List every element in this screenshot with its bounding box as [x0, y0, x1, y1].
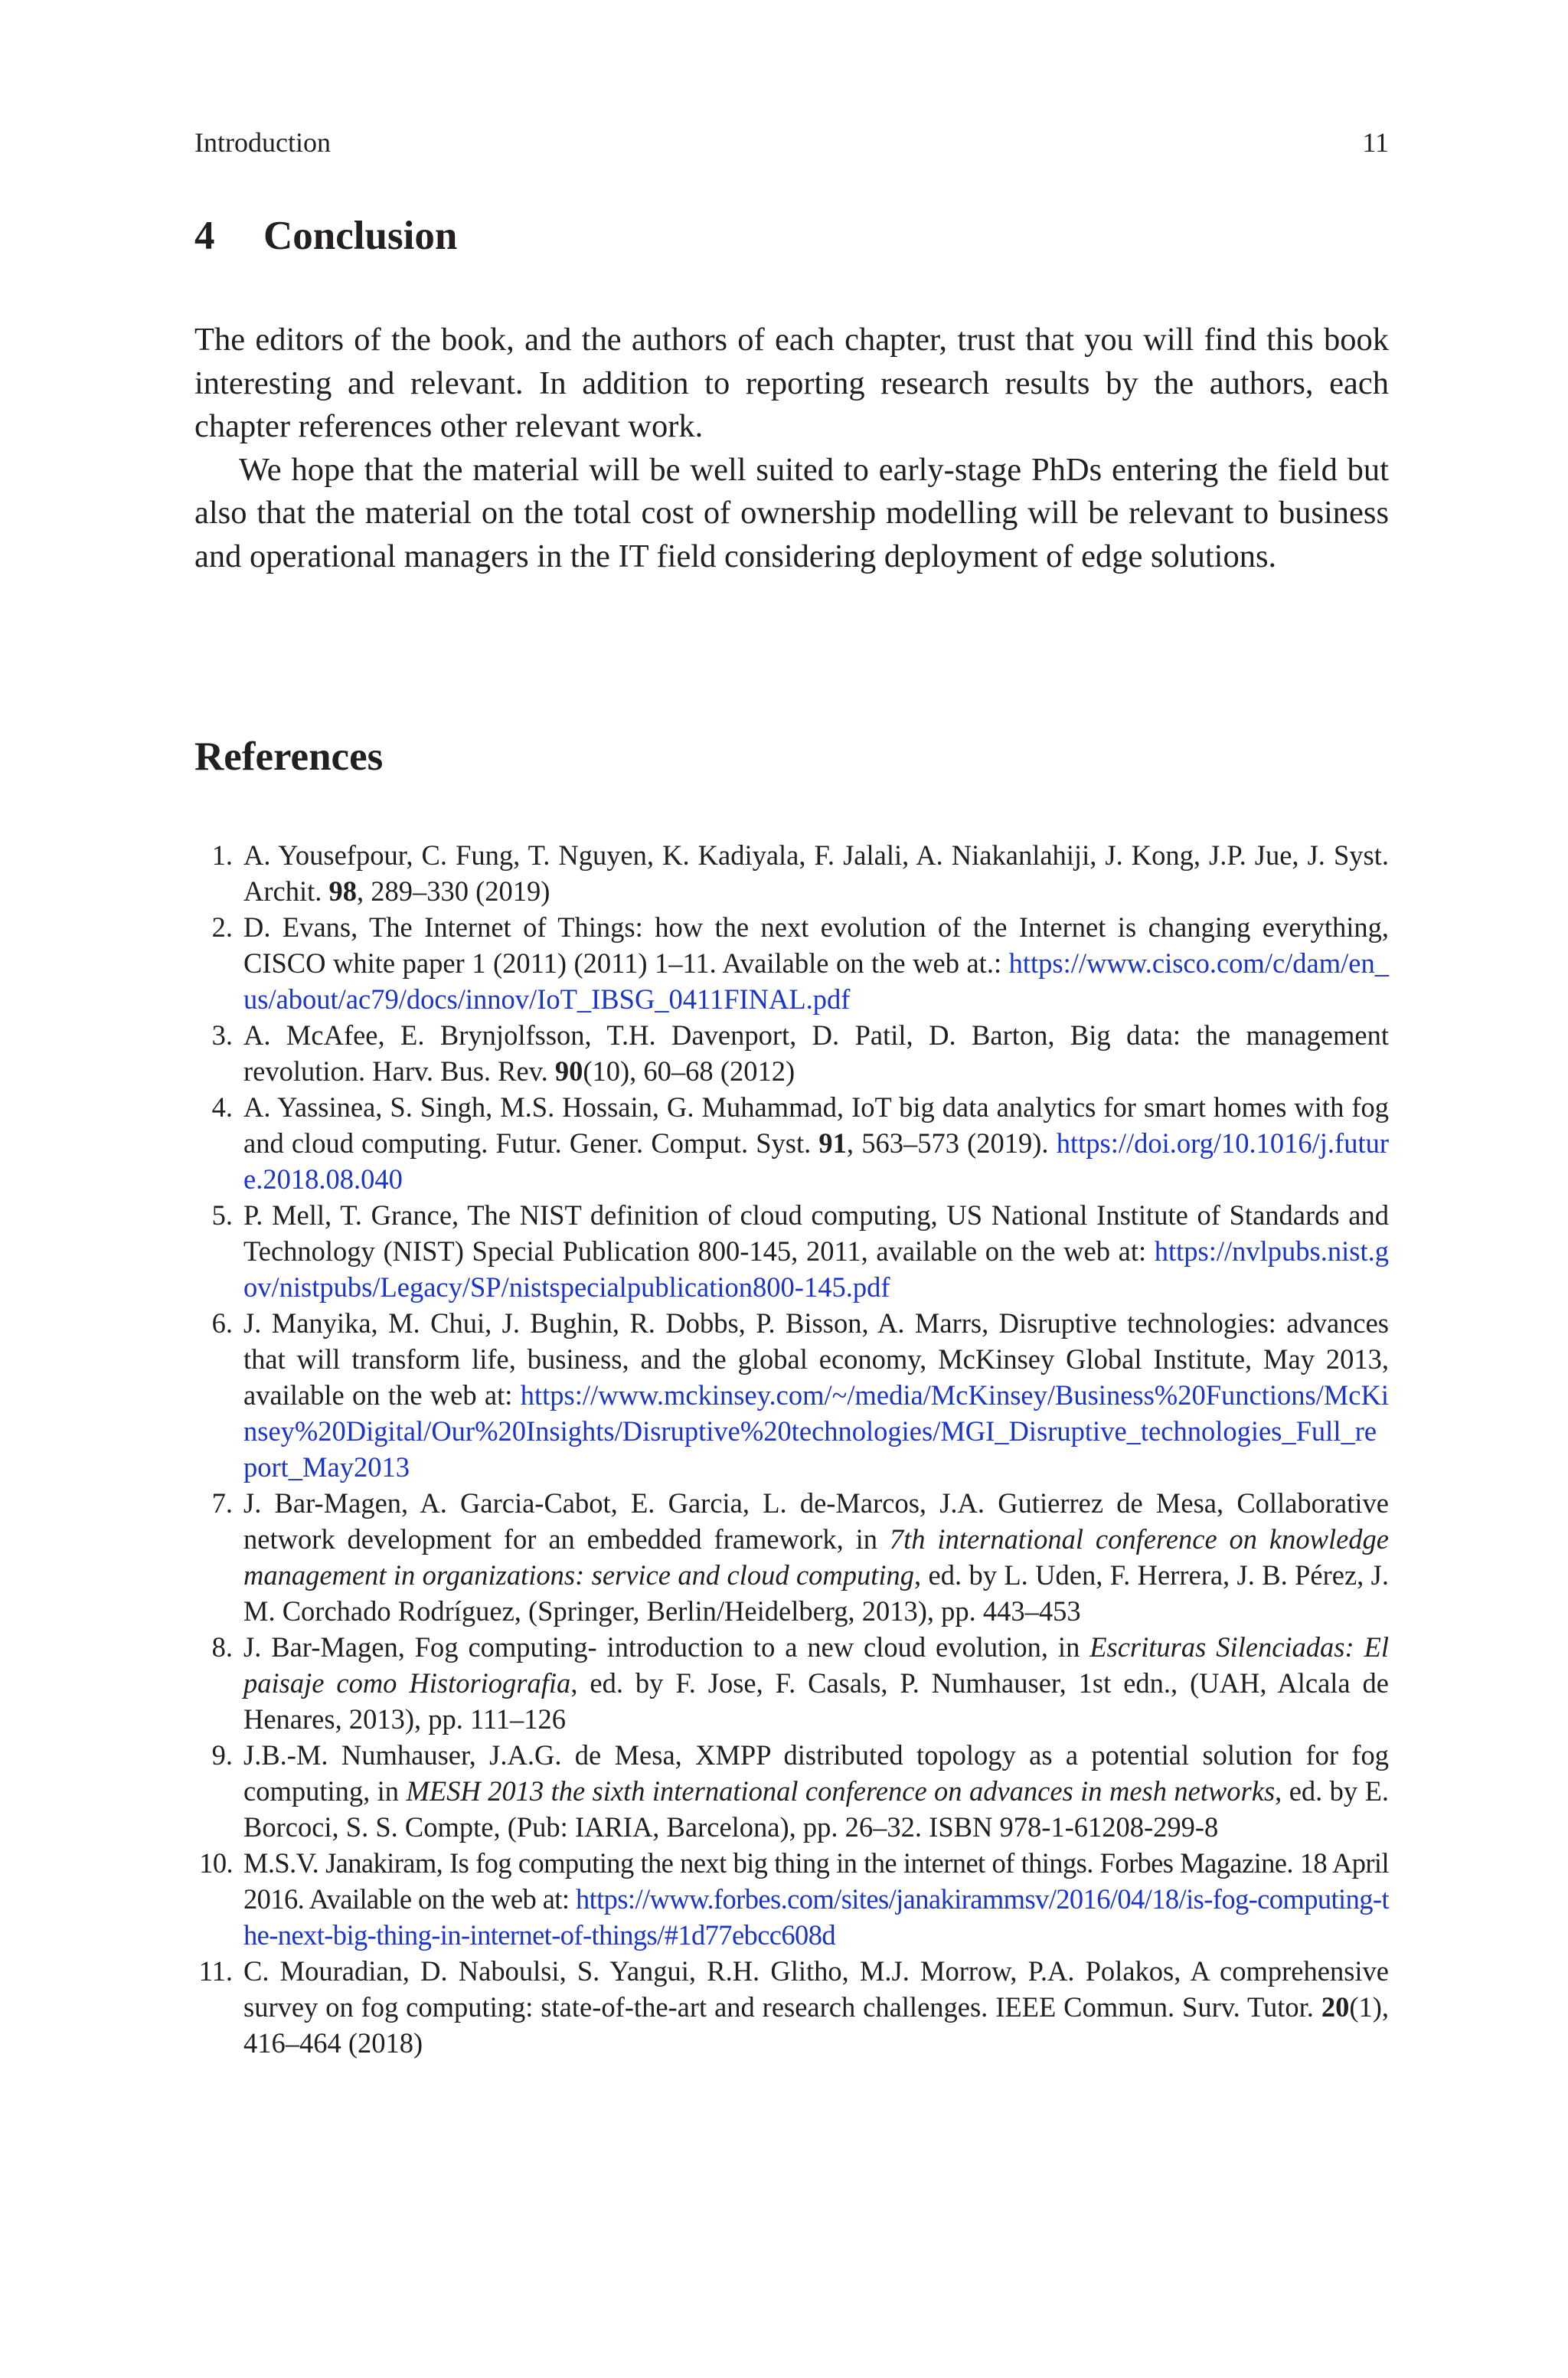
- section-title: Conclusion: [263, 214, 458, 258]
- section-number: 4: [194, 214, 215, 258]
- page-number: 11: [1362, 127, 1389, 158]
- reference-item: [194, 1197, 1389, 1305]
- reference-number: 10.: [199, 1847, 233, 1879]
- reference-text: [243, 1629, 1389, 1737]
- reference-item: [194, 1485, 1389, 1629]
- reference-volume: 90: [554, 1055, 583, 1087]
- reference-segment: J. Manyika, M. Chui, J. Bughin, R. Dobbs, P. Bisson, A. Marrs, Disruptive technologies: advances that will transform life, business, and the global economy, McKinsey Global Institute, May 2013, available on the web at:: [243, 1307, 1389, 1411]
- reference-number: 4.: [211, 1091, 233, 1123]
- reference-volume: 98: [328, 875, 357, 907]
- reference-list: [194, 837, 1389, 2061]
- reference-link[interactable]: https://www.forbes.com/sites/janakirammsv/2016/04/18/is-fog-computing-the-next-big-thing-in-internet-of-things/#1d77ebcc608d: [243, 1883, 1389, 1951]
- reference-segment: , 289–330 (2019): [357, 875, 550, 907]
- references-heading: References: [194, 734, 384, 779]
- body-text: [194, 319, 1389, 578]
- reference-item: [194, 1953, 1389, 2061]
- reference-segment: , ed. by L. Uden, F. Herrera, J. B. Pérez, J. M. Corchado Rodríguez, (Springer, Berlin/Heidelberg, 2013), pp. 443–453: [243, 1559, 1389, 1627]
- reference-venue: Escrituras Silenciadas: El paisaje como Historiografia: [243, 1631, 1390, 1699]
- reference-text: [243, 837, 1389, 909]
- reference-volume: 91: [818, 1127, 847, 1159]
- reference-segment: P. Mell, T. Grance, The NIST definition of cloud computing, US National Institute of Standards and Technology (NIST) Special Publication 800-145, 2011, available on the web at:: [243, 1199, 1389, 1267]
- reference-venue: 7th international conference on knowledge management in organizations: service and cloud computing: [243, 1523, 1389, 1591]
- reference-text: [243, 909, 1389, 1017]
- reference-text: [243, 1953, 1389, 2061]
- reference-item: [194, 1737, 1389, 1845]
- reference-number: 7.: [211, 1487, 233, 1519]
- reference-item: [194, 837, 1389, 909]
- reference-link[interactable]: https://doi.org/10.1016/j.future.2018.08.040: [243, 1127, 1390, 1195]
- reference-number: 8.: [211, 1631, 233, 1663]
- reference-segment: D. Evans, The Internet of Things: how the next evolution of the Internet is changing everything, CISCO white paper 1 (2011) (2011) 1–11. Available on the web at.:: [243, 911, 1389, 979]
- reference-segment: M.S.V. Janakiram, Is fog computing the next big thing in the internet of things. Forbes Magazine. 18 April 2016. Available on the web at:: [243, 1847, 1389, 1915]
- reference-number: 11.: [198, 1955, 233, 1987]
- paragraph: We hope that the material will be well suited to early-stage PhDs entering the field but also that the material on the total cost of ownership modelling will be relevant to business and operational managers in the IT field considering deployment of edge solutions.: [194, 451, 1389, 574]
- reference-segment: J. Bar-Magen, Fog computing- introduction to a new cloud evolution, in: [243, 1631, 1090, 1663]
- reference-text: [243, 1017, 1389, 1089]
- reference-text: [243, 1737, 1389, 1845]
- reference-number: 6.: [211, 1307, 233, 1339]
- reference-item: [194, 1089, 1389, 1197]
- reference-item: [194, 1017, 1389, 1089]
- section-heading: [194, 211, 457, 260]
- reference-text: [243, 1485, 1389, 1629]
- reference-link[interactable]: https://nvlpubs.nist.gov/nistpubs/Legacy/SP/nistspecialpublication800-145.pdf: [243, 1235, 1389, 1303]
- reference-link[interactable]: https://www.cisco.com/c/dam/en_us/about/ac79/docs/innov/IoT_IBSG_0411FINAL.pdf: [243, 947, 1389, 1015]
- reference-segment: J. Bar-Magen, A. Garcia-Cabot, E. Garcia, L. de-Marcos, J.A. Gutierrez de Mesa, Collaborative network development for an embedded framework, in: [243, 1487, 1389, 1555]
- reference-segment: (10), 60–68 (2012): [583, 1055, 795, 1087]
- reference-number: 1.: [211, 839, 233, 871]
- reference-text: [243, 1089, 1389, 1197]
- reference-item: [194, 1629, 1389, 1737]
- reference-volume: 20: [1321, 1991, 1350, 2023]
- reference-text: [243, 1305, 1389, 1485]
- reference-segment: A. Yousefpour, C. Fung, T. Nguyen, K. Kadiyala, F. Jalali, A. Niakanlahiji, J. Kong, J.P. Jue, J. Syst. Archit.: [243, 839, 1389, 907]
- reference-text: [243, 1845, 1389, 1953]
- reference-segment: A. McAfee, E. Brynjolfsson, T.H. Davenport, D. Patil, D. Barton, Big data: the management revolution. Harv. Bus. Rev.: [243, 1019, 1389, 1087]
- reference-segment: A. Yassinea, S. Singh, M.S. Hossain, G. Muhammad, IoT big data analytics for smart homes with fog and cloud computing. Futur. Gener. Comput. Syst.: [243, 1091, 1389, 1159]
- running-title: Introduction: [194, 127, 331, 158]
- reference-item: [194, 1845, 1389, 1953]
- reference-segment: , ed. by E. Borcoci, S. S. Compte, (Pub: IARIA, Barcelona), pp. 26–32. ISBN 978-1-61208-299-8: [243, 1775, 1389, 1843]
- reference-number: 5.: [211, 1199, 233, 1231]
- reference-segment: , ed. by F. Jose, F. Casals, P. Numhauser, 1st edn., (UAH, Alcala de Henares, 2013), pp. 111–126: [243, 1667, 1389, 1735]
- reference-item: [194, 1305, 1389, 1485]
- reference-segment: (1), 416–464 (2018): [243, 1991, 1389, 2059]
- reference-venue: MESH 2013 the sixth international conference on advances in mesh networks: [406, 1775, 1276, 1807]
- reference-text: [243, 1197, 1389, 1305]
- reference-number: 3.: [211, 1019, 233, 1051]
- reference-item: [194, 909, 1389, 1017]
- paragraph: The editors of the book, and the authors of each chapter, trust that you will find this book interesting and relevant. In addition to reporting research results by the authors, each chapter references other relevant work.: [194, 322, 1389, 444]
- reference-segment: J.B.-M. Numhauser, J.A.G. de Mesa, XMPP distributed topology as a potential solution for fog computing, in: [243, 1739, 1389, 1807]
- reference-number: 2.: [211, 911, 233, 943]
- reference-number: 9.: [211, 1739, 233, 1771]
- reference-segment: C. Mouradian, D. Naboulsi, S. Yangui, R.H. Glitho, M.J. Morrow, P.A. Polakos, A comprehensive survey on fog computing: state-of-the-art and research challenges. IEEE Commun. Surv. Tutor.: [243, 1955, 1389, 2023]
- reference-link[interactable]: https://www.mckinsey.com/~/media/McKinsey/Business%20Functions/McKinsey%20Digital/Our%20Insights/Disruptive%20technologies/MGI_Disruptive_technologies_Full_report_May2013: [243, 1379, 1389, 1483]
- reference-segment: , 563–573 (2019).: [846, 1127, 1057, 1159]
